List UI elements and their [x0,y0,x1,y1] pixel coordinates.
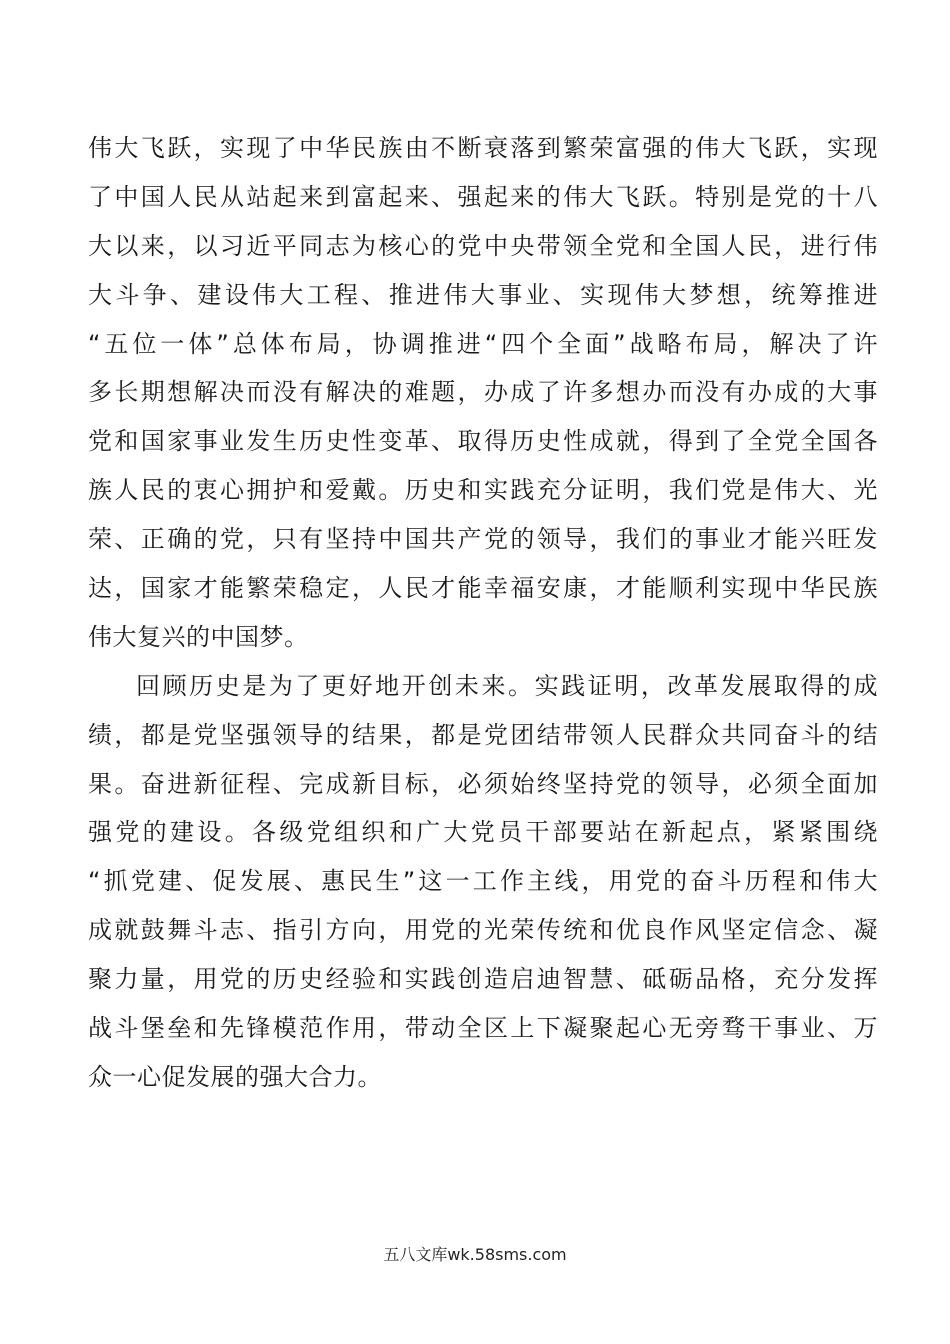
paragraph-1-line-5: “五位一体”总体布局，协调推进“四个全面”战略布局，解决了许 [88,329,878,358]
paragraph-2-line-8: 战斗堡垒和先锋模范作用，带动全区上下凝聚起心无旁骛干事业、万 [88,1014,878,1043]
footer-watermark-text: 五八文库wk.58sms.com [383,1245,567,1264]
paragraph-1-line-8: 族人民的衷心拥护和爱戴。历史和实践充分证明，我们党是伟大、光 [88,476,878,505]
paragraph-2-line-5: “抓党建、促发展、惠民生”这一工作主线，用党的奋斗历程和伟大 [88,867,878,896]
paragraph-1-line-11: 伟大复兴的中国梦。 [88,622,309,651]
paragraph-1-line-4: 大斗争、建设伟大工程、推进伟大事业、实现伟大梦想，统筹推进 [88,280,878,309]
paragraph-1-line-3: 大以来，以习近平同志为核心的党中央带领全党和全国人民，进行伟 [88,231,878,260]
paragraph-2-line-7: 聚力量，用党的历史经验和实践创造启迪智慧、砥砺品格，充分发挥 [88,965,878,994]
paragraph-1-line-10: 达，国家才能繁荣稳定，人民才能幸福安康，才能顺利实现中华民族 [88,574,878,603]
paragraph-2-line-9: 众一心促发展的强大合力。 [88,1062,382,1091]
paragraph-2-line-3: 果。奋进新征程、完成新目标，必须始终坚持党的领导，必须全面加 [88,769,878,798]
document-body [88,124,878,1102]
paragraph-1-line-2: 了中国人民从站起来到富起来、强起来的伟大飞跃。特别是党的十八 [88,182,878,211]
paragraph-1-line-6: 多长期想解决而没有解决的难题，办成了许多想办而没有办成的大事 [88,378,878,407]
paragraph-1-line-7: 党和国家事业发生历史性变革、取得历史性成就，得到了全党全国各 [88,427,878,456]
paragraph-1-line-1: 伟大飞跃，实现了中华民族由不断衰落到繁荣富强的伟大飞跃，实现 [88,134,878,162]
paragraph-1-line-9: 荣、正确的党，只有坚持中国共产党的领导，我们的事业才能兴旺发 [88,525,878,554]
paragraph-2-line-2: 绩，都是党坚强领导的结果，都是党团结带领人民群众共同奋斗的结 [88,720,878,749]
paragraph-2-line-6: 成就鼓舞斗志、指引方向，用党的光荣传统和优良作风坚定信念、凝 [88,916,878,945]
paragraph-2-line-1: 回顾历史是为了更好地开创未来。实践证明，改革发展取得的成 [136,671,878,700]
paragraph-2-line-4: 强党的建设。各级党组织和广大党员干部要站在新起点，紧紧围绕 [88,818,878,847]
